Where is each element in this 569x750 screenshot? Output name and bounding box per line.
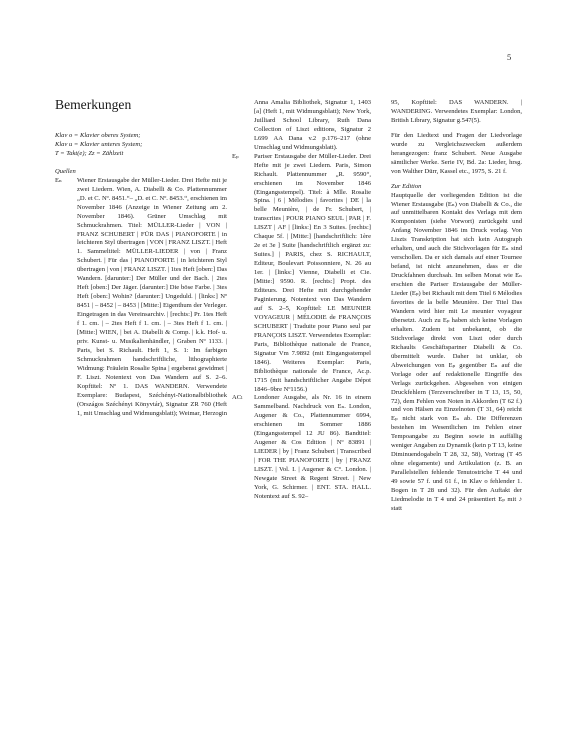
column-1 xyxy=(55,132,227,419)
legend-line-3: T = Takt(e); Zz = Zählzeit xyxy=(55,149,124,157)
source-ep xyxy=(232,153,371,395)
column-2 xyxy=(232,99,371,502)
edition-text: Hauptquelle der vorliegenden Edition ist die Wiener Erstausgabe (Eₙ) von Diabelli & Co., die auf unmittelbaren Kontakt des Verlags mit dem Komponisten (siehe Vorwort) zurückgeht und Anfang November 1846 im Druck vorlag. Von Liszts Transkription hat sich kein Autograph erhalten, und auch die Stichvorlagen für Eₙ sind verschollen. Da er sich damals auf einer Tournee befand, ist nicht anzunehmen, dass er die Druckfahnen durchsah. Im selben Monat wie Eₙ erschien die Pariser Erstausgabe der Müller-Lieder (Eₚ) bei Richault mit dem Titel 6 Mélodies favorites de la belle Meunière. Der Titel Das Wandern wird hier mit Le meunier voyageur übersetzt. Auch zu Eₚ haben sich keine Vorlagen erhalten. Zudem ist unbekannt, ob die Stichvorlage direkt von Liszt oder durch Richaults Geschäftspartner Diabelli & Co. übermittelt wurde. Daher ist unklar, ob Abweichungen von Eₚ gegenüber Eₙ auf die Vorlage oder auf redaktionelle Eingriffe des Verlags zurückgehen. Abgesehen von einigen Druckfehlern (Terzverschreiber in T 13, 15, 50, 72), dem Fehlen von Noten in Akkorden (T 62 f.) und von Hälsen zu Einzelnoten (T 31, 64) reicht Eₚ nicht stark von Eₙ ab. Die Differenzen bestehen im Wesentlichen im Fehlen einer Tempoangabe zu Beginn sowie in auffällig weniger Angaben zu Dynamik (kein p T 13, keine Diminuendogabeln T 28, 32, 58), Vortrag (T 45 ohne elegamente) und Artikulation (z. B. an Parallelstellen fehlende Tenutostriche T 44 und 49 sowie 57 f. und 61 f., in Klav o fehlender 1. Bogen in T 28 und 32). Für den Auftakt der Liedmelodie in T 4 und 24 präsentiert Eₚ mit ♪ statt xyxy=(391,191,522,512)
legend-line-1: Klav o = Klavier oberes System; xyxy=(55,132,141,139)
zur-edition-heading: Zur Edition xyxy=(391,182,422,190)
siglum-acl: ACₗ xyxy=(232,394,243,402)
source-ew-text: Wiener Erstausgabe der Müller-Lieder. Drei Hefte mit je zwei Liedern. Wien, A. Diabelli & Co. Plattennummer „D. et C. Nº. 8451.“– „D. et C. Nº. 8453.“, erschienen im November 1846 (Anzeige in Wiener Zeitung am 2. November 1846). Grüner Umschlag mit Schmuckrahmen. Titel: MÜLLER-Lieder | VON | FRANZ SCHUBERT | FÜR DAS | PIANOFORTE | in leichteren Styl übertragen | VON | FRANZ LISZT. | Heft 1. Sammeltitel: MÜLLER-LIEDER | von | Franz Schubert. | Für das | PIANOFORTE | in leichteren Styl übertragen | von | FRANZ LISZT. | 1tes Heft [oben:] Das Wandern. [darunter:] Der Müller und der Bach. | 2tes Heft [oben:] Der Jäger. [darunter:] Die böse Farbe. | 3tes Heft [oben:] Wohin? [darunter:] Ungeduld. | [links:] Nº 8451 | – 8452 | – 8453 | [Mitte:] Eigenthum der Verleger. Eingetragen in das Vereinsarchiv. | [rechts:] Pr. 1tes Heft f 1. cm. | – 2tes Heft f 1. cm. | – 3tes Heft f 1. cm. | [Mitte:] WIEN, | bei A. Diabelli & Comp. | k.k. Hof- u. priv. Kunst- u. Musikalienhändler, | Graben Nº 1133. | Paris, bei S. Richault. Heft 1, S. 1: Im farbigen Schmuckrahmen handschriftliche, lithographierte Widmung: Fräulein Rosalie Spina | ergebenst gewidmet | F. Liszt. Notentext von Das Wandern auf S. 2–6. Kopftitel: Nº 1. DAS WANDERN. Verwendete Exemplare: Budapest, Széchényi-Nationalbibliothek (Országos Széchényi Könyvtár), Signatur ZR 760 (Heft 1, mit Umschlag und Widmungsblatt); Weimar, Herzogin xyxy=(77,176,227,417)
source-acl-text: Londoner Ausgabe, als Nr. 16 in einem Sammelband. Nachdruck von Eₙ. London, Augener & Co., Plattennummer 6994, erschienen im Sommer 1886 (Eingangsstempel 12 JU 86). Bandtitel: Augener & Cos Edition | Nº 83891 | LIEDER | by | Franz Schubert | Transcribed | FOR THE PIANOFORTE | by | FRANZ LISZT. | Vol. I. | Augener & C°. London. | Newgate Street & Regent Street. | New York, G. Schirmer. | ENT. STA. HALL. Notentext auf S. 92– xyxy=(254,394,371,500)
legend-line-2: Klav u = Klavier unteres System; xyxy=(55,140,143,148)
source-ew xyxy=(55,177,227,419)
quellen-heading: Quellen xyxy=(55,167,76,175)
siglum-ep: Eₚ xyxy=(232,152,239,160)
section-title: Bemerkungen xyxy=(55,97,132,112)
page-number: 5 xyxy=(507,52,512,62)
siglum-ew: Eₙ xyxy=(55,176,62,184)
source-ew-continued: Anna Amalia Bibliothek, Signatur 1, 1403 [a] (Heft 1, mit Widmungsblatt); New York, Juilliard School Library, Ruth Dana Collection of Liszt editions, Signatur 2 L699 AA Dana v.2 p.176–217 (ohne Umschlag und Widmungsblatt). xyxy=(254,99,371,151)
column-3 xyxy=(391,99,522,514)
liedtext-paragraph: Für den Liedtext und Fragen der Liedvorlage wurde zu Vergleichszwecken außerdem herangezogen: franz Schubert. Neue Ausgabe sämtlicher Werke. Serie IV, Bd. 2a: Lieder, hrsg. von Walther Dürr, Kassel etc., 1975, S. 21 f. xyxy=(391,131,522,175)
source-ep-text: Pariser Erstausgabe der Müller-Lieder. Drei Hefte mit je zwei Liedern. Paris, Simon Richault. Plattennummer „R. 9590“, erschienen im November 1846 (Eingangsstempel). Titel: à Mlle. Rosalie Spina. | 6 | Mélodies | favorites | DE | la belle Meunière, | de Fr. Schubert, | transcrites | POUR PIANO SEUL | PAR | F. LISZT | AF | [links:] En 3 Suites. [rechts:] Chaque 5f. | [Mitte:] [handschriftlich: 1ère 2e et 3e ] Suite [handschriftlich ergänzt zu: Suites.] | PARIS, chez S. RICHAULT, Editeur, Boulevart Poissonniere, N. 26 au 1er. | [links:] Vienne, Diabelli et Cie. [Mitte:] 9590. R. [rechts:] Propt. des Editeurs. Drei Hefte mit durchgehender Paginierung. Notentext von Das Wandern auf S. 2–5, Kopftitel: LE MEUNIER VOYAGEUR | MÉLODIE de FRANÇOIS SCHUBERT | Traduite pour Piano seul par FRANÇOIS LISZT. Verwendetes Exemplar: Paris, Bibliothèque nationale de France, Signatur Vm 7.9892 (mit Eingangsstempel 1846). Weiteres Exemplar: Paris, Bibliothèque nationale de France, Ac.p. 1715 (mit handschriftlicher Angabe Dépot 1846–9bre Nº1156.) xyxy=(254,152,371,393)
source-acl-continued: 95, Kopftitel: DAS WANDERN. | WANDERING. Verwendetes Exemplar: London, British Library, Signatur g.547(5). xyxy=(391,99,522,124)
source-acl xyxy=(232,394,371,501)
